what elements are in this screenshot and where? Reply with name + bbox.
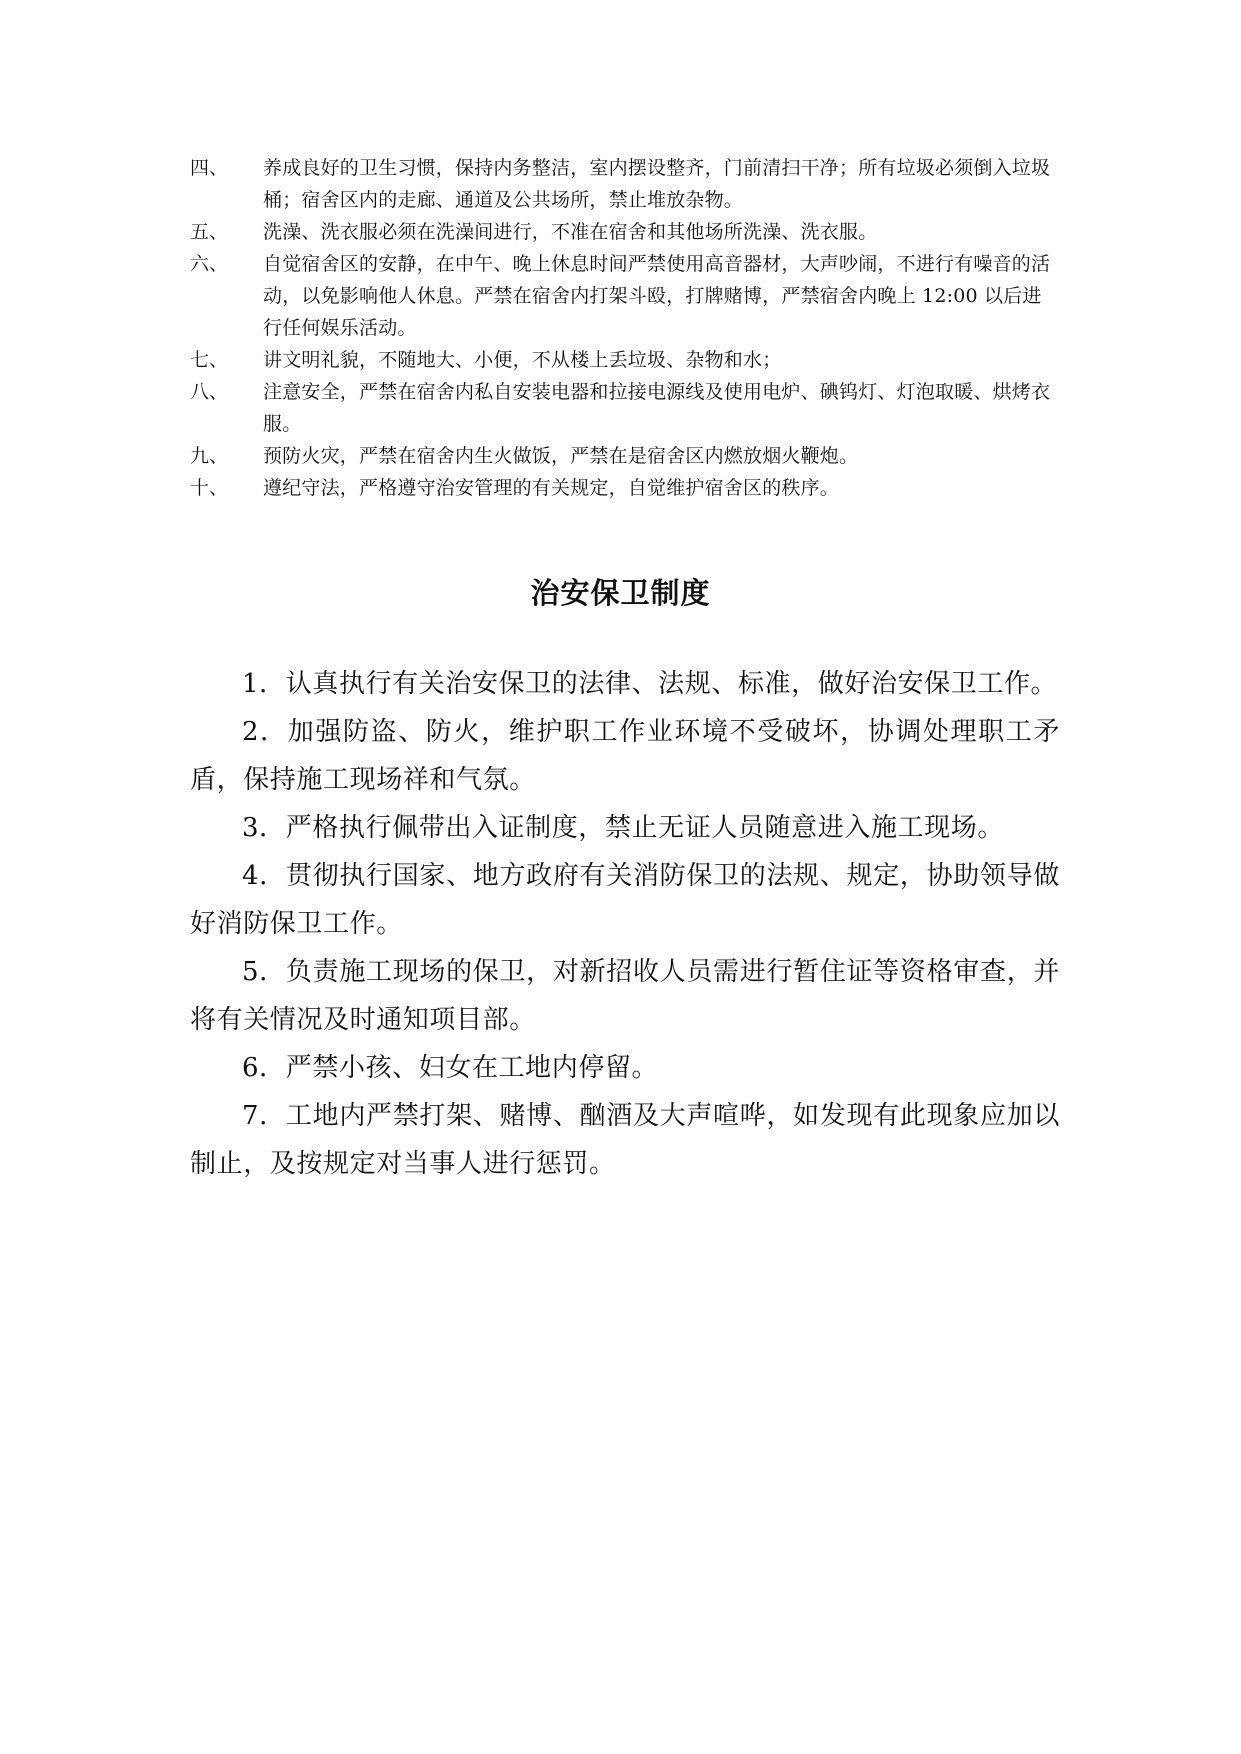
list-item (190, 440, 1060, 472)
list-item (190, 376, 1060, 440)
list-item-number: 六、 (190, 253, 229, 275)
list-item-text: 洗澡、洗衣服必须在洗澡间进行，不准在宿舍和其他场所洗澡、洗衣服。 (263, 221, 878, 243)
section-title: 治安保卫制度 (530, 576, 711, 610)
list-item-number: 四、 (190, 157, 229, 179)
paragraph: 5．负责施工现场的保卫，对新招收人员需进行暂住证等资格审查，并将有关情况及时通知项目部。 (190, 957, 1060, 1035)
list-item-text: 预防火灾，严禁在宿舍内生火做饭，严禁在是宿舍区内燃放烟火鞭炮。 (263, 445, 859, 467)
list-item (190, 248, 1060, 344)
paragraph: 2．加强防盗、防火，维护职工作业环境不受破坏，协调处理职工矛盾，保持施工现场祥和气氛。 (190, 717, 1060, 795)
paragraph: 4．贯彻执行国家、地方政府有关消防保卫的法规、规定，协助领导做好消防保卫工作。 (190, 861, 1060, 939)
paragraph: 7．工地内严禁打架、赌博、酗酒及大声喧哗，如发现有此现象应加以制止，及按规定对当事人进行惩罚。 (190, 1101, 1060, 1179)
paragraph: 3．严格执行佩带出入证制度，禁止无证人员随意进入施工现场。 (242, 813, 1004, 843)
list-item-text: 遵纪守法，严格遵守治安管理的有关规定，自觉维护宿舍区的秩序。 (263, 477, 840, 499)
list-item (190, 344, 1060, 376)
list-item-number: 九、 (190, 445, 229, 467)
list-item-text: 养成良好的卫生习惯，保持内务整洁，室内摆设整齐，门前清扫干净；所有垃圾必须倒入垃圾桶；宿舍区内的走廊、通道及公共场所，禁止堆放杂物。 (263, 157, 1051, 211)
paragraph: 1．认真执行有关治安保卫的法律、法规、标准，做好治安保卫工作。 (242, 669, 1058, 699)
list-item (190, 152, 1060, 216)
list-item-number: 十、 (190, 477, 229, 499)
list-item (190, 472, 1060, 504)
list-item-number: 八、 (190, 381, 229, 403)
security-rules-list (190, 660, 1060, 1188)
dorm-rules-list (190, 152, 1060, 504)
list-item-text: 注意安全，严禁在宿舍内私自安装电器和拉接电源线及使用电炉、碘钨灯、灯泡取暖、烘烤衣服。 (263, 381, 1051, 435)
paragraph: 6．严禁小孩、妇女在工地内停留。 (242, 1053, 659, 1083)
list-item (190, 216, 1060, 248)
list-item-number: 五、 (190, 221, 229, 243)
list-item-text: 自觉宿舍区的安静，在中午、晚上休息时间严禁使用高音器材，大声吵闹，不进行有噪音的活动，以免影响他人休息。严禁在宿舍内打架斗殴，打牌赌博，严禁宿舍内晚上 12:00 以后进行任何娱乐活动。 (263, 253, 1051, 339)
list-item-text: 讲文明礼貌，不随地大、小便，不从楼上丢垃圾、杂物和水； (263, 349, 782, 371)
list-item-number: 七、 (190, 349, 229, 371)
